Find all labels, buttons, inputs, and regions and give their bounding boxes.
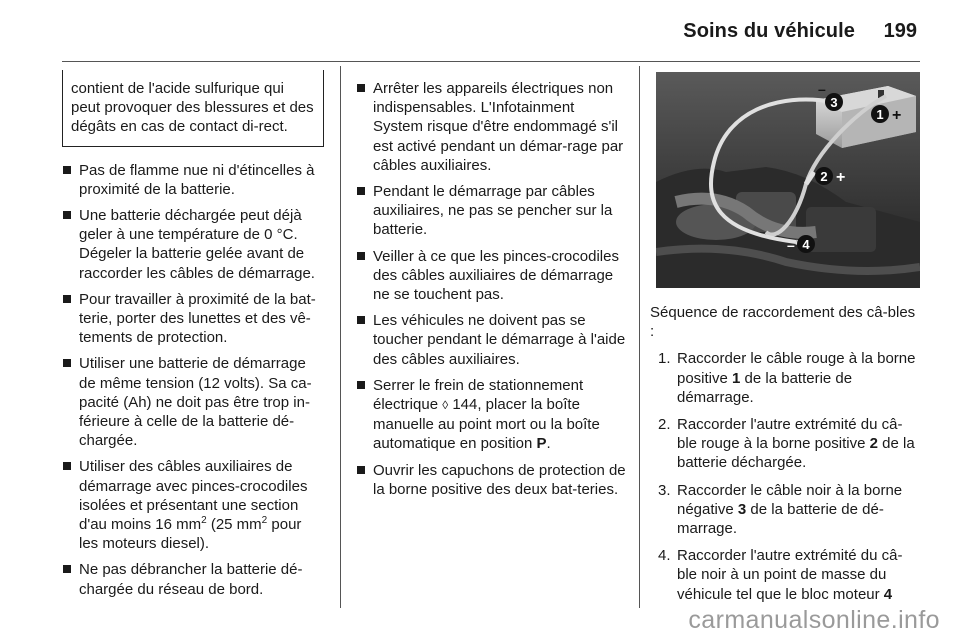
- list-item-cable-section: [62, 457, 324, 553]
- middle-column: [356, 79, 626, 506]
- label-2: 2: [820, 169, 828, 184]
- list-item: Arrêter les appareils électriques non indispensables. L'Infotainment System risque d'être endommagé s'il est activé pendant un démar-rage par câbles auxiliaires.: [356, 79, 626, 175]
- text-run: .: [546, 435, 551, 453]
- text-run: (25 mm: [206, 516, 262, 534]
- column-divider: [340, 66, 341, 608]
- list-item: Pour travailler à proximité de la bat-terie, porter des lunettes et des vê-tements de protection.: [62, 290, 324, 348]
- step-item: [650, 481, 922, 539]
- page-reference-arrow-icon: ◊: [442, 398, 449, 413]
- text-run: Utiliser des câbles auxiliaires de démarrage avec pinces-crocodiles isolées et présentant une section d'au moins 16 mm: [79, 458, 308, 534]
- list-item: Pas de flamme nue ni d'étincelles à proximité de la batterie.: [62, 161, 324, 199]
- right-column: [650, 303, 922, 612]
- watermark: carmanualsonline.info: [688, 606, 940, 634]
- bold-text: 4: [883, 585, 893, 603]
- list-item: Les véhicules ne doivent pas se toucher pendant le démarrage à l'aide des câbles auxiliaires.: [356, 311, 626, 369]
- left-column: [62, 70, 324, 606]
- text-run: pour les moteurs diesel).: [79, 516, 302, 553]
- list-item: Utiliser une batterie de démarrage de même tension (12 volts). Sa ca-pacité (Ah) ne doit pas être trop in-férieure à celle de la batterie dé-chargée.: [62, 354, 324, 450]
- engine-bay-photo: [656, 72, 920, 288]
- list-item: Une batterie déchargée peut déjà geler à une température de 0 °C. Dégeler la batterie gelée avant de raccorder les câbles de démarrage.: [62, 206, 324, 283]
- list-item: Ouvrir les capuchons de protection de la borne positive des deux bat-teries.: [356, 461, 626, 499]
- list-item-parking-brake: [356, 376, 626, 454]
- bold-text: P: [536, 435, 547, 453]
- bold-text: 2: [869, 435, 878, 453]
- text-run: Raccorder le câble noir à la borne négative: [677, 481, 903, 518]
- middle-bullet-list: [356, 79, 626, 499]
- column-divider: [639, 66, 640, 608]
- warning-box: contient de l'acide sulfurique qui peut provoquer des blessures et des dégâts en cas de contact di-rect.: [62, 70, 324, 147]
- step-number: 4.: [658, 547, 671, 565]
- bold-text: 3: [737, 500, 747, 518]
- text-run: Raccorder l'autre extrémité du câ-ble noir à un point de masse du véhicule tel que le bloc moteur: [677, 547, 903, 603]
- list-item: Veiller à ce que les pinces-crocodiles des câbles auxiliaires de démarrage ne se touchent pas.: [356, 247, 626, 305]
- label-1: 1: [876, 107, 884, 122]
- text-run: de la batterie déchargée.: [677, 435, 915, 472]
- plus-sign: +: [836, 169, 846, 186]
- step-item: [650, 415, 922, 473]
- step-number: 1.: [658, 350, 671, 368]
- left-bullet-list: [62, 161, 324, 599]
- bold-text: 1: [732, 369, 741, 387]
- minus-sign: –: [787, 237, 795, 253]
- sequence-intro: Séquence de raccordement des câ-bles :: [650, 304, 916, 341]
- minus-sign: –: [818, 81, 826, 97]
- label-3: 3: [830, 95, 838, 110]
- text-run: Raccorder le câble rouge à la borne positive: [677, 350, 916, 387]
- list-item: Pendant le démarrage par câbles auxiliaires, ne pas se pencher sur la batterie.: [356, 182, 626, 240]
- plus-sign: +: [892, 107, 902, 124]
- page-title: Soins du véhicule: [683, 20, 855, 42]
- step-number: 3.: [658, 481, 671, 499]
- text-run: de la batterie de dé-marrage.: [677, 500, 884, 538]
- callout-4: [787, 235, 815, 253]
- step-item: [650, 546, 922, 604]
- text-run: de la batterie de démarrage.: [677, 369, 853, 406]
- text-run: 144, placer la boîte manuelle au point mort ou la boîte automatique en position: [373, 396, 600, 453]
- text-run: Raccorder l'autre extrémité du câ-ble rouge à la borne positive: [677, 416, 903, 453]
- step-item: [650, 349, 922, 407]
- step-number: 2.: [658, 416, 671, 434]
- step-list: [650, 349, 922, 603]
- header-divider: [62, 61, 920, 62]
- text-run: Serrer le frein de stationnement électrique: [373, 376, 584, 414]
- label-4: 4: [802, 237, 810, 252]
- jump-start-illustration: [656, 72, 920, 288]
- superscript: 2: [261, 515, 268, 527]
- superscript: 2: [201, 515, 207, 527]
- page-number: 199: [883, 20, 917, 42]
- list-item: Ne pas débrancher la batterie dé-chargée du réseau de bord.: [62, 560, 324, 598]
